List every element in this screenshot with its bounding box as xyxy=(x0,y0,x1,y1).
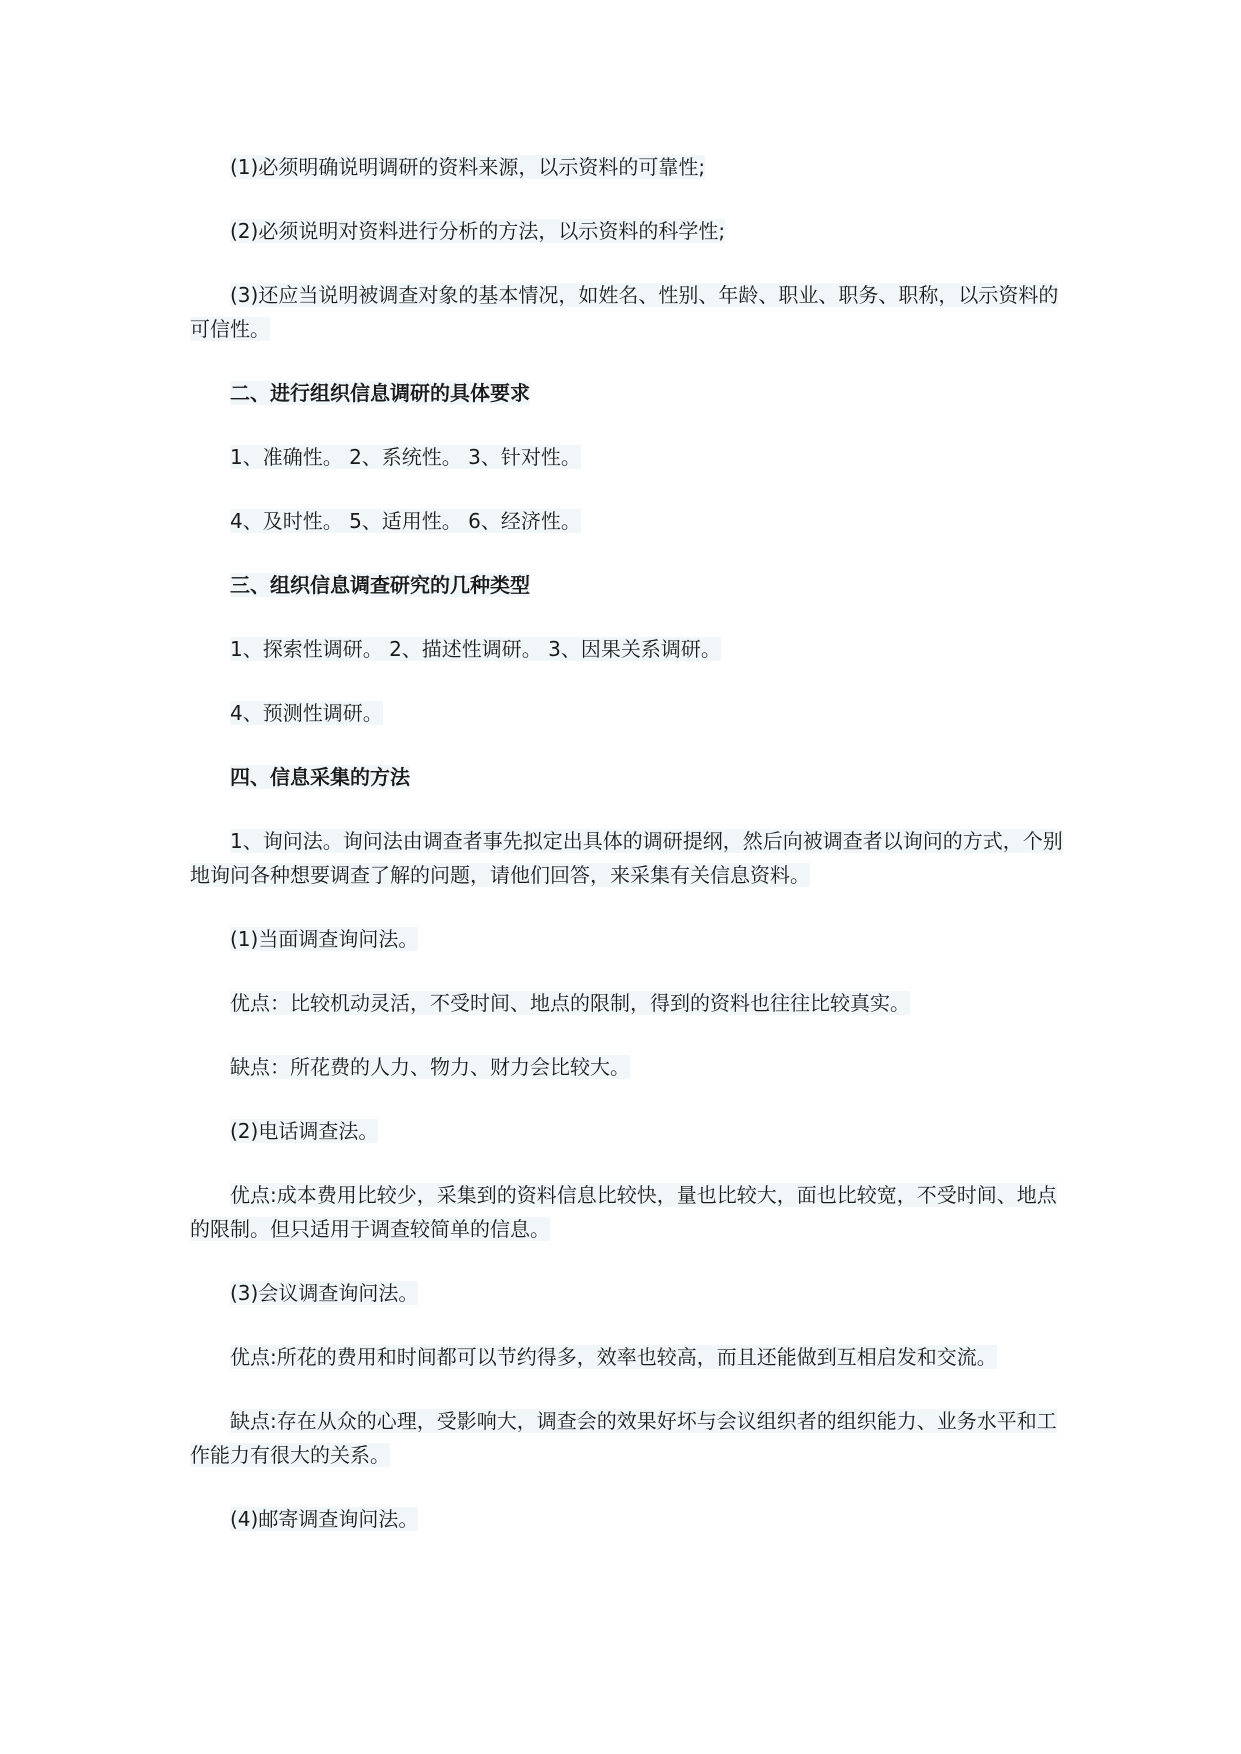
paragraph xyxy=(190,504,1070,538)
paragraph xyxy=(190,632,1070,666)
paragraph-text: 4、预测性调研。 xyxy=(230,701,383,725)
paragraph-text: (1)必须明确说明调研的资料来源，以示资料的可靠性; xyxy=(230,155,706,179)
paragraph xyxy=(190,278,1070,346)
paragraph-text: 优点:所花的费用和时间都可以节约得多，效率也较高，而且还能做到互相启发和交流。 xyxy=(230,1345,997,1369)
paragraph-text: 1、询问法。询问法由调查者事先拟定出具体的调研提纲，然后向被调查者以询问的方式，个别地询问各种想要调查了解的问题，请他们回答，来采集有关信息资料。 xyxy=(190,829,1063,887)
paragraph xyxy=(190,440,1070,474)
paragraph xyxy=(190,1404,1070,1472)
paragraph-text: 优点:成本费用比较少，采集到的资料信息比较快，量也比较大，面也比较宽，不受时间、地点的限制。但只适用于调查较简单的信息。 xyxy=(190,1183,1057,1241)
heading-text: 四、信息采集的方法 xyxy=(230,765,410,789)
paragraph xyxy=(190,1114,1070,1148)
paragraph xyxy=(190,696,1070,730)
heading-text: 二、进行组织信息调研的具体要求 xyxy=(230,381,530,405)
paragraph-text: (4)邮寄调查询问法。 xyxy=(230,1507,419,1531)
paragraph-text: 缺点：所花费的人力、物力、财力会比较大。 xyxy=(230,1055,630,1079)
paragraph xyxy=(190,1276,1070,1310)
paragraph-text: 1、探索性调研。 2、描述性调研。 3、因果关系调研。 xyxy=(230,637,721,661)
paragraph-text: (2)必须说明对资料进行分析的方法，以示资料的科学性; xyxy=(230,219,726,243)
heading-text: 三、组织信息调查研究的几种类型 xyxy=(230,573,530,597)
paragraph xyxy=(190,1502,1070,1536)
paragraph xyxy=(190,150,1070,184)
paragraph xyxy=(190,824,1070,892)
paragraph xyxy=(190,986,1070,1020)
paragraph-text: 1、准确性。 2、系统性。 3、针对性。 xyxy=(230,445,581,469)
paragraph xyxy=(190,922,1070,956)
paragraph xyxy=(190,1050,1070,1084)
paragraph-text: (2)电话调查法。 xyxy=(230,1119,379,1143)
paragraph-text: 优点：比较机动灵活，不受时间、地点的限制，得到的资料也往往比较真实。 xyxy=(230,991,910,1015)
section-heading xyxy=(190,376,1070,410)
paragraph-text: 4、及时性。 5、适用性。 6、经济性。 xyxy=(230,509,581,533)
paragraph xyxy=(190,214,1070,248)
document-body xyxy=(190,150,1070,1566)
paragraph-text: (3)还应当说明被调查对象的基本情况，如姓名、性别、年龄、职业、职务、职称，以示资料的可信性。 xyxy=(190,283,1059,341)
paragraph-text: (1)当面调查询问法。 xyxy=(230,927,419,951)
section-heading xyxy=(190,760,1070,794)
paragraph xyxy=(190,1340,1070,1374)
paragraph-text: (3)会议调查询问法。 xyxy=(230,1281,419,1305)
paragraph xyxy=(190,1178,1070,1246)
paragraph-text: 缺点:存在从众的心理，受影响大，调查会的效果好坏与会议组织者的组织能力、业务水平和工作能力有很大的关系。 xyxy=(190,1409,1057,1467)
section-heading xyxy=(190,568,1070,602)
